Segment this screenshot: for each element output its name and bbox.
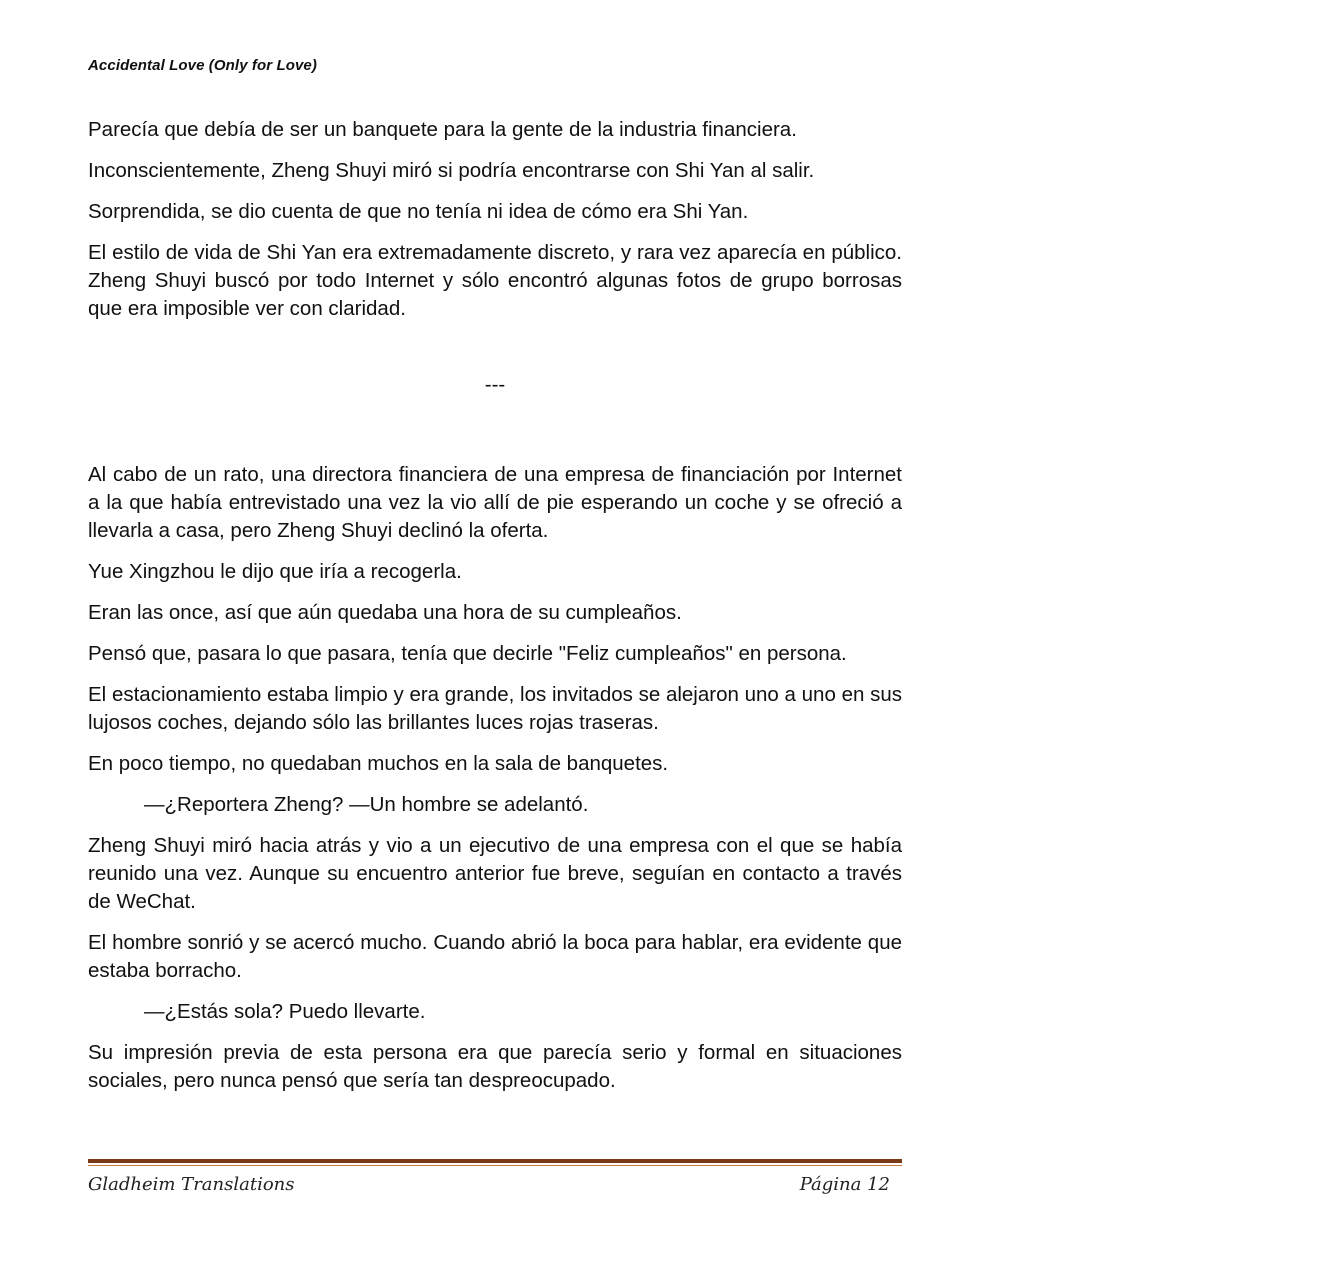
footer-rule: [88, 1159, 902, 1167]
paragraph: En poco tiempo, no quedaban muchos en la sala de banquetes.: [88, 752, 669, 775]
scene-break: ---: [484, 373, 506, 396]
paragraph: Eran las once, así que aún quedaba una hora de su cumpleaños.: [88, 601, 682, 624]
paragraph: Parecía que debía de ser un banquete para la gente de la industria financiera.: [88, 118, 797, 141]
paragraph: El estacionamiento estaba limpio y era grande, los invitados se alejaron uno a uno en sus lujosos coches, dejando sólo las brillantes luces rojas traseras.: [88, 683, 902, 734]
paragraph: El hombre sonrió y se acercó mucho. Cuando abrió la boca para hablar, era evidente que estaba borracho.: [88, 931, 902, 982]
paragraph: Yue Xingzhou le dijo que iría a recogerla.: [88, 560, 462, 583]
paragraph: Pensó que, pasara lo que pasara, tenía que decirle "Feliz cumpleaños" en persona.: [88, 642, 847, 665]
footer-translator-name: Gladheim Translations: [88, 1174, 295, 1195]
paragraph: Su impresión previa de esta persona era que parecía serio y formal en situaciones sociales, pero nunca pensó que sería tan despreocupado.: [88, 1041, 902, 1092]
dialogue-line: —¿Estás sola? Puedo llevarte.: [144, 1000, 426, 1023]
paragraph: Zheng Shuyi miró hacia atrás y vio a un ejecutivo de una empresa con el que se había reunido una vez. Aunque su encuentro anterior fue breve, seguían en contacto a través de WeChat.: [88, 834, 902, 913]
dialogue-line: —¿Reportera Zheng? —Un hombre se adelantó.: [144, 793, 589, 816]
document-page: [88, 0, 902, 1280]
paragraph: El estilo de vida de Shi Yan era extremadamente discreto, y rara vez aparecía en público. Zheng Shuyi buscó por todo Internet y sólo encontró algunas fotos de grupo borrosas que era imposible ver con claridad.: [88, 241, 902, 320]
paragraph: Al cabo de un rato, una directora financiera de una empresa de financiación por Internet a la que había entrevistado una vez la vio allí de pie esperando un coche y se ofreció a llevarla a casa, pero Zheng Shuyi declinó la oferta.: [88, 463, 902, 542]
footer-rule-thin: [88, 1165, 902, 1166]
paragraph: Inconscientemente, Zheng Shuyi miró si podría encontrarse con Shi Yan al salir.: [88, 159, 815, 182]
footer-page-number: Página 12: [799, 1174, 890, 1195]
running-header-title: Accidental Love (Only for Love): [88, 57, 317, 74]
footer-rule-thick: [88, 1159, 902, 1163]
paragraph: Sorprendida, se dio cuenta de que no tenía ni idea de cómo era Shi Yan.: [88, 200, 749, 223]
body-text: [88, 116, 902, 1108]
